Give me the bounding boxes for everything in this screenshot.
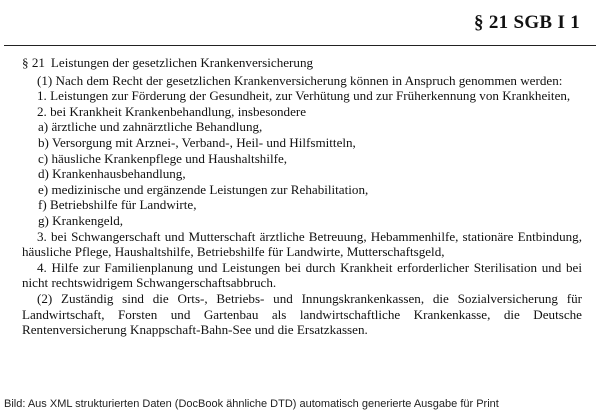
image-caption: Bild: Aus XML strukturierten Daten (DocBook ähnliche DTD) automatisch generierte Ausgabe für Print bbox=[4, 398, 499, 410]
list-item-3: 3. bei Schwangerschaft und Mutterschaft ärztliche Betreuung, Hebammenhilfe, stationäre Entbindung, häusliche Pflege, Haushaltshilfe, Betriebshilfe für Landwirte, Mutterschaftsgeld, bbox=[22, 228, 582, 260]
sub-item-e: e) medizinische und ergänzende Leistungen zur Rehabilitation, bbox=[38, 181, 369, 197]
header-divider bbox=[4, 45, 596, 46]
paragraph-2: (2) Zuständig sind die Orts-, Betriebs- und Innungskrankenkassen, die Sozialversicherung für Landwirtschaft, Forsten und Gartenbau als landwirtschaftliche Krankenkasse, die Deutsche Rentenversicherung Knappschaft-Bahn-See und die Ersatzkassen. bbox=[22, 290, 582, 338]
page-header-title: § 21 SGB I 1 bbox=[473, 12, 580, 33]
list-item-2: 2. bei Krankheit Krankenbehandlung, insbesondere bbox=[37, 103, 307, 119]
list-item-1: 1. Leistungen zur Förderung der Gesundheit, zur Verhütung und zur Früherkennung von Krankheiten, bbox=[37, 88, 571, 104]
sub-item-f: f) Betriebshilfe für Landwirte, bbox=[38, 197, 197, 213]
sub-item-a: a) ärztliche und zahnärztliche Behandlung, bbox=[38, 119, 263, 135]
list-item-4: 4. Hilfe zur Familienplanung und Leistungen bei durch Krankheit erforderlicher Sterilisation und bei nicht rechtswidrigem Schwangerschaftsabbruch. bbox=[22, 259, 582, 291]
sub-item-d: d) Krankenhausbehandlung, bbox=[38, 166, 186, 182]
sub-item-b: b) Versorgung mit Arznei-, Verband-, Heil- und Hilfsmitteln, bbox=[38, 134, 356, 150]
paragraph-1-intro: (1) Nach dem Recht der gesetzlichen Krankenversicherung können in Anspruch genommen werden: bbox=[37, 72, 563, 88]
sub-item-g: g) Krankengeld, bbox=[38, 212, 124, 228]
section-number: § 21 bbox=[22, 55, 45, 70]
sub-item-c: c) häusliche Krankenpflege und Haushaltshilfe, bbox=[38, 150, 288, 166]
section-heading bbox=[22, 55, 582, 71]
document-body bbox=[22, 55, 582, 338]
section-title: Leistungen der gesetzlichen Krankenversicherung bbox=[50, 55, 314, 70]
